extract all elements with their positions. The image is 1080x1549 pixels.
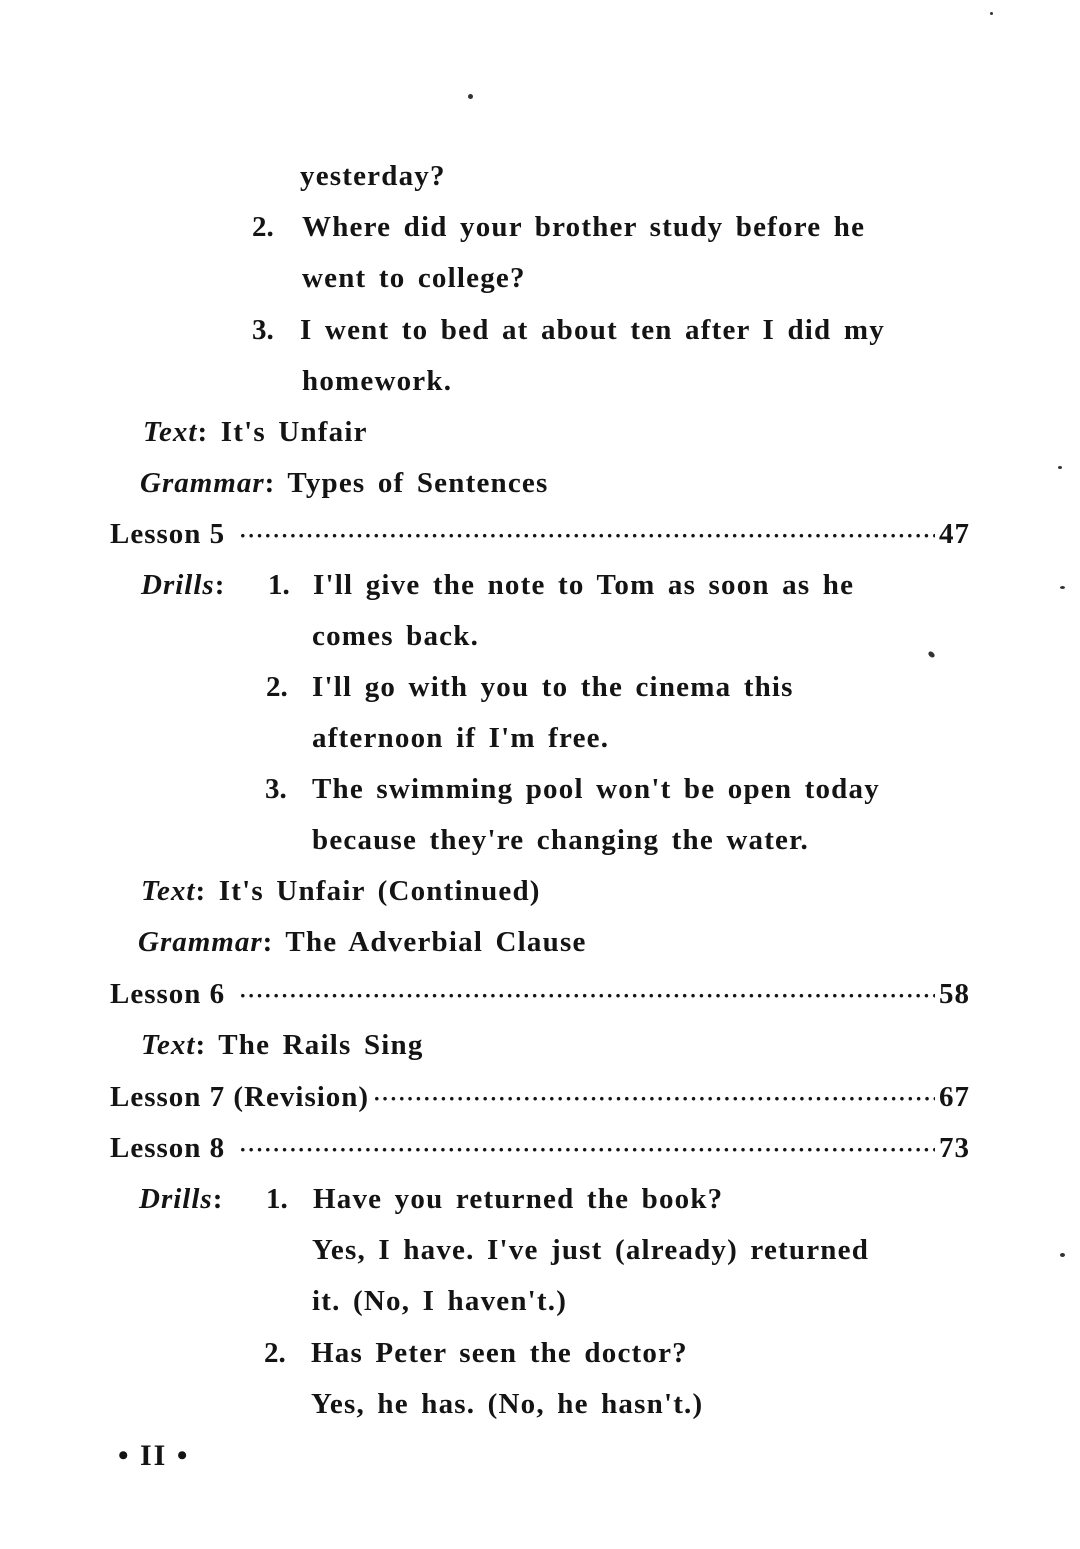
grammar-label: Grammar	[140, 467, 265, 499]
lesson-title: Lesson 6	[110, 978, 226, 1010]
text-label: Text	[141, 875, 196, 907]
drill-line: because they're changing the water.	[312, 824, 809, 856]
scan-speck	[1060, 586, 1065, 589]
text-title: : The Rails Sing	[195, 1029, 424, 1061]
grammar-label: Grammar	[138, 926, 263, 958]
drill-number: 1.	[268, 569, 290, 601]
drills-heading	[139, 1179, 224, 1219]
text-label: Text	[143, 416, 198, 448]
page-number: 47	[939, 518, 970, 550]
drill-line: Has Peter seen the doctor?	[311, 1337, 688, 1369]
drills-label: Drills	[139, 1183, 213, 1215]
page-folio: • II •	[118, 1439, 190, 1472]
drill-line: I'll give the note to Tom as soon as he	[313, 569, 855, 601]
drill-number: 3.	[265, 773, 287, 805]
page-number: 58	[939, 978, 970, 1010]
dot-leader	[239, 976, 935, 1016]
scan-speck	[1058, 466, 1062, 469]
toc-entry-lesson-7[interactable]	[110, 1077, 970, 1119]
page-number: 73	[939, 1132, 970, 1164]
drill-line: The swimming pool won't be open today	[312, 773, 880, 805]
drill-line: I went to bed at about ten after I did my	[300, 314, 885, 346]
drill-number: 2.	[252, 211, 274, 243]
grammar-entry	[140, 463, 548, 503]
text-label: Text	[141, 1029, 196, 1061]
grammar-entry	[138, 922, 587, 962]
scan-speck	[468, 94, 473, 99]
drill-line: homework.	[302, 365, 453, 397]
drill-line: comes back.	[312, 620, 480, 652]
drill-number: 1.	[266, 1183, 288, 1215]
drill-number: 2.	[266, 671, 288, 703]
dot-leader	[239, 516, 935, 556]
scan-speck	[1060, 1253, 1065, 1257]
grammar-title: : The Adverbial Clause	[262, 926, 587, 958]
page-number: 67	[939, 1081, 970, 1113]
drill-line: Have you returned the book?	[313, 1183, 724, 1215]
drills-colon: :	[212, 1183, 224, 1215]
text-title: : It's Unfair (Continued)	[195, 875, 541, 907]
drill-number: 2.	[264, 1337, 286, 1369]
dot-leader	[373, 1079, 935, 1119]
drill-line: Where did your brother study before he	[302, 211, 866, 243]
drills-heading	[141, 565, 226, 605]
drills-colon: :	[214, 569, 226, 601]
lesson-title: Lesson 5	[110, 518, 226, 550]
lesson-title: Lesson 7 (Revision)	[110, 1081, 370, 1113]
text-title: : It's Unfair	[197, 416, 368, 448]
drill-line: I'll go with you to the cinema this	[312, 671, 794, 703]
drill-line: went to college?	[302, 262, 526, 294]
dot-leader	[239, 1130, 935, 1170]
text-entry	[141, 871, 541, 911]
drill-number: 3.	[252, 314, 274, 346]
drill-line: afternoon if I'm free.	[312, 722, 610, 754]
toc-entry-lesson-8[interactable]	[110, 1128, 970, 1170]
toc-entry-lesson-5[interactable]	[110, 514, 970, 556]
drill-line: Yes, he has. (No, he hasn't.)	[311, 1388, 704, 1420]
text-entry	[143, 412, 368, 452]
drills-label: Drills	[141, 569, 215, 601]
drill-line: it. (No, I haven't.)	[312, 1285, 568, 1317]
scan-speck	[990, 12, 993, 15]
drill-line: yesterday?	[300, 160, 446, 192]
text-entry	[141, 1025, 424, 1065]
toc-entry-lesson-6[interactable]	[110, 974, 970, 1016]
grammar-title: : Types of Sentences	[264, 467, 549, 499]
drill-line: Yes, I have. I've just (already) returned	[312, 1234, 870, 1266]
lesson-title: Lesson 8	[110, 1132, 226, 1164]
scan-speck	[927, 650, 936, 658]
